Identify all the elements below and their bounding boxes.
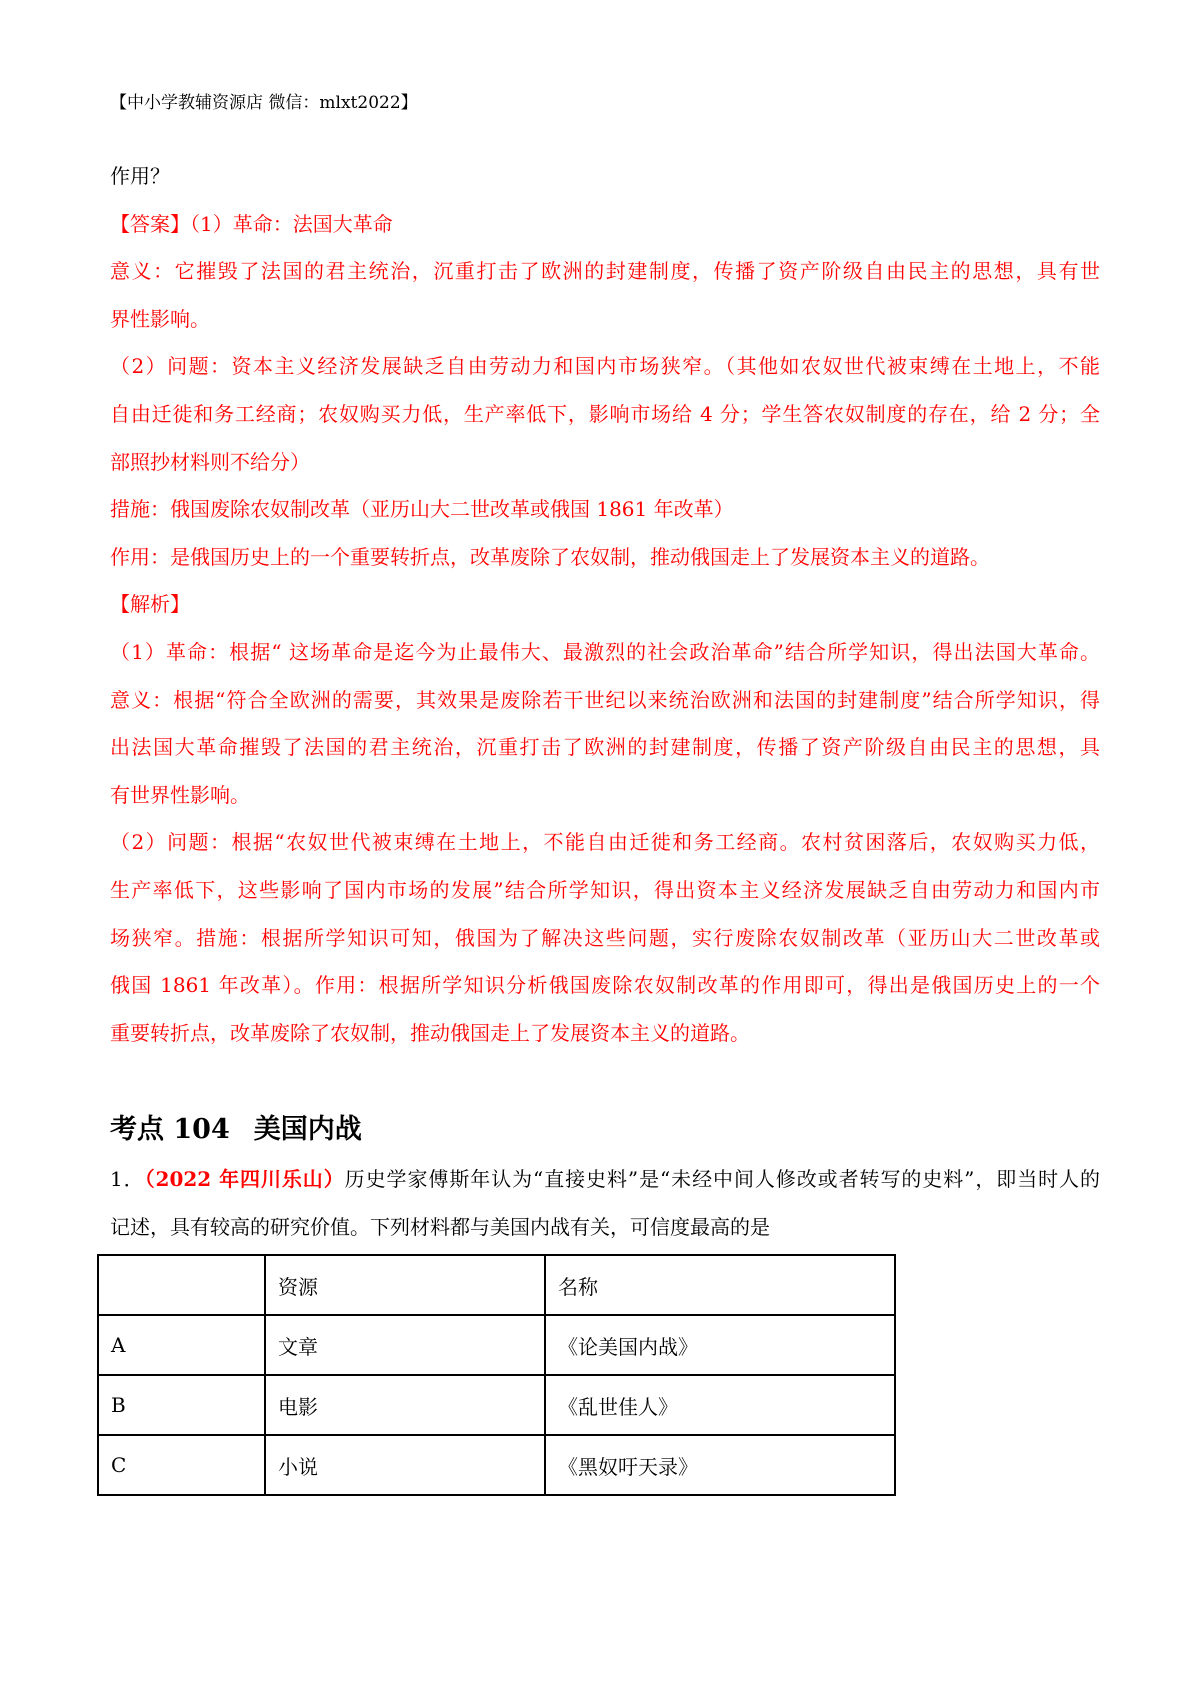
section-title: 美国内战 — [253, 1114, 362, 1145]
question-number: 1． — [110, 1167, 145, 1191]
table-header-cell: 名称 — [545, 1255, 895, 1315]
text-line: 作用：是俄国历史上的一个重要转折点，改革废除了农奴制，推动俄国走上了发展资本主义的道路。 — [110, 544, 990, 569]
text-line: 有世界性影响。 — [110, 782, 250, 807]
page-header: 【中小学教辅资源店 微信：mlxt2022】 — [110, 93, 418, 113]
table-row — [98, 1435, 895, 1495]
text-line: 意义：根据“符合全欧洲的需要，其效果是废除若干世纪以来统治欧洲和法国的封建制度”结合所学知识，得 — [110, 687, 1100, 712]
text-line: 意义：它摧毁了法国的君主统治，沉重打击了欧洲的封建制度，传播了资产阶级自由民主的思想，具有世 — [110, 259, 1100, 284]
question-source: （2022 年四川乐山） — [144, 1167, 345, 1191]
option-title: 《论美国内战》 — [545, 1315, 895, 1375]
answer-analysis-block — [110, 153, 1100, 1057]
text-line: 部照抄材料则不给分） — [110, 449, 310, 474]
text-line: 【解析】 — [110, 592, 190, 617]
text-line: 场狭窄。措施：根据所学知识可知，俄国为了解决这些问题，实行废除农奴制改革（亚历山大二世改革或 — [110, 925, 1100, 950]
text-line: 措施：俄国废除农奴制改革（亚历山大二世改革或俄国 1861 年改革） — [110, 497, 734, 522]
question-text-1: 历史学家傅斯年认为“直接史料”是“未经中间人修改或者转写的史料”，即当时人的 — [344, 1167, 1100, 1191]
section-heading — [110, 1107, 362, 1146]
table-header-cell: 资源 — [265, 1255, 545, 1315]
option-resource: 小说 — [265, 1435, 545, 1495]
option-title: 《乱世佳人》 — [545, 1375, 895, 1435]
options-table — [97, 1254, 896, 1496]
table-header-cell — [98, 1255, 265, 1315]
text-line: 重要转折点，改革废除了农奴制，推动俄国走上了发展资本主义的道路。 — [110, 1020, 750, 1045]
text-line: （2）问题：资本主义经济发展缺乏自由劳动力和国内市场狭窄。（其他如农奴世代被束缚在土地上，不能 — [110, 354, 1100, 379]
option-title: 《黑奴吁天录》 — [545, 1435, 895, 1495]
text-line: （2）问题：根据“农奴世代被束缚在土地上，不能自由迁徙和务工经商。农村贫困落后，农奴购买力低， — [110, 830, 1100, 855]
option-letter: B — [98, 1375, 265, 1435]
option-letter: C — [98, 1435, 265, 1495]
option-resource: 文章 — [265, 1315, 545, 1375]
text-line: （1）革命：根据“ 这场革命是迄今为止最伟大、最激烈的社会政治革命”结合所学知识，得出法国大革命。 — [110, 639, 1100, 664]
table-row — [98, 1375, 895, 1435]
text-line: 生产率低下，这些影响了国内市场的发展”结合所学知识，得出资本主义经济发展缺乏自由劳动力和国内市 — [110, 877, 1100, 902]
table-header-row — [98, 1255, 895, 1315]
text-line: 【答案】（1）革命：法国大革命 — [110, 211, 393, 236]
text-line: 作用？ — [110, 164, 170, 188]
question-line-2: 记述，具有较高的研究价值。下列材料都与美国内战有关，可信度最高的是 — [110, 1214, 770, 1239]
question-line-1 — [110, 1156, 1100, 1204]
text-line: 出法国大革命摧毁了法国的君主统治，沉重打击了欧洲的封建制度，传播了资产阶级自由民主的思想，具 — [110, 735, 1100, 760]
text-line: 自由迁徙和务工经商；农奴购买力低，生产率低下，影响市场给 4 分；学生答农奴制度的存在，给 2 分；全 — [110, 401, 1100, 426]
text-line: 界性影响。 — [110, 306, 210, 331]
option-resource: 电影 — [265, 1375, 545, 1435]
option-letter: A — [98, 1315, 265, 1375]
table-row — [98, 1315, 895, 1375]
text-line: 俄国 1861 年改革）。作用：根据所学知识分析俄国废除农奴制改革的作用即可，得出是俄国历史上的一个 — [110, 973, 1100, 998]
section-label: 考点 104 — [110, 1114, 230, 1145]
question-1 — [110, 1156, 1100, 1251]
